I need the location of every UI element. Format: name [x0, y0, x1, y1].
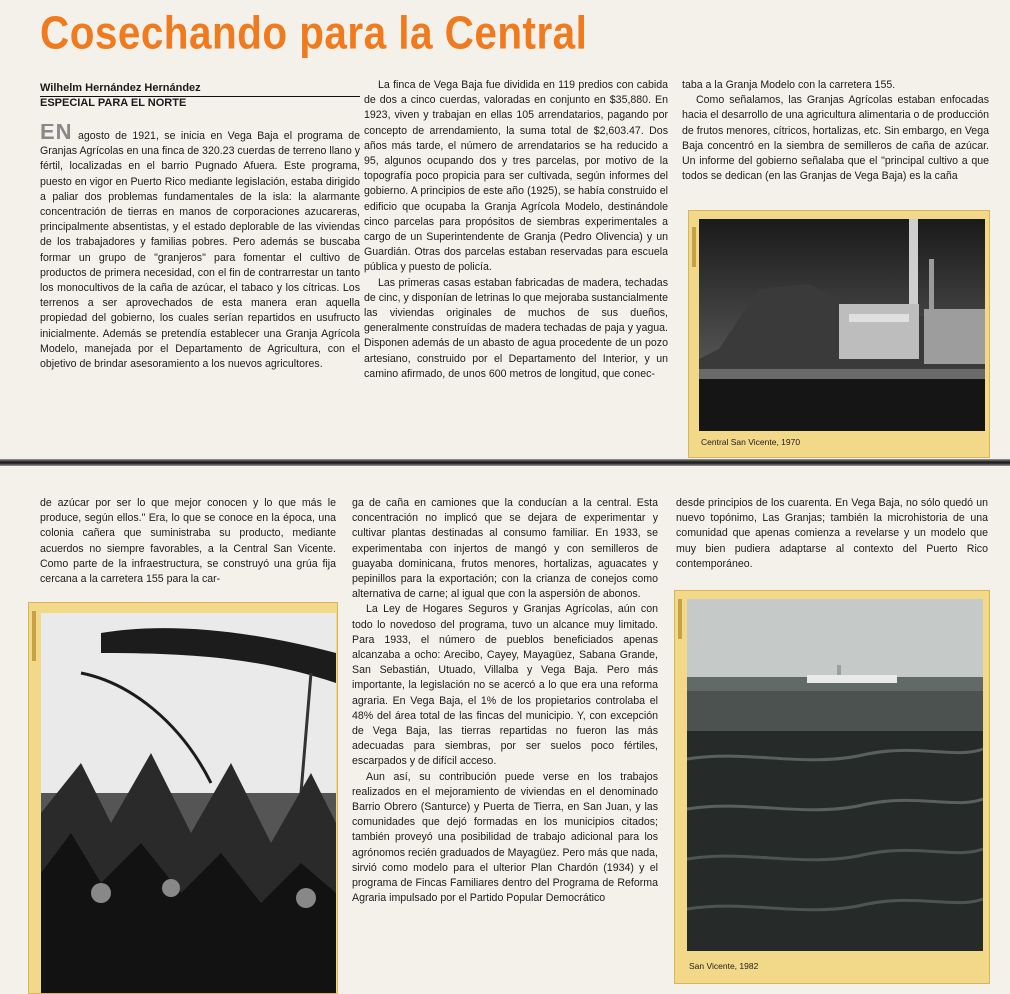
- photo-credit-strip: [678, 599, 682, 639]
- photo-credit-strip: [32, 611, 36, 661]
- article-paragraph: Aun así, su contribución puede verse en los trabajos realizados en el mejoramiento de viviendas en el denominado Barrio Obrero (Santurce) y Puerta de Tierra, en San Juan, y las comunidades que dejó formadas en los municipios citados; también proveyó una posibilidad de trabajo adicional para los agrónomos recién graduados de Mayagüez. Pero más que nada, sirvió como modelo para el ulterior Plan Chardón (1934) y el programa de Fincas Familiares dentro del Programa de Reforma Agraria impulsado por el Partido Popular Democrático: [352, 770, 658, 905]
- article-paragraph: desde principios de los cuarenta. En Vega Baja, no sólo quedó un nuevo topónimo, Las Granjas; también la microhistoria de una comunidad que apenas comienza a revelarse y un modelo que muy bien pudiera adaptarse al contexto del Puerto Rico contemporáneo.: [676, 497, 988, 570]
- author-name: Wilhelm Hernández Hernández: [40, 82, 201, 94]
- photo-central-san-vicente: [688, 210, 990, 458]
- top-column-3: [682, 78, 989, 208]
- drop-cap: EN: [40, 124, 73, 144]
- headline: Cosechando para la Central: [40, 7, 588, 60]
- article-paragraph: Las primeras casas estaban fabricadas de madera, techadas de cinc, y disponían de letrinas lo que mejoraba sustancialmente las viviendas originales de muchos de sus dueños, generalmente construídas de madera techadas de paja y yagua. Disponen además de un abasto de agua procedente de un pozo artesiano, construido por el Departamento del Interior, y un camino afirmado, de unos 600 metros de longitud, que conec-: [364, 276, 668, 380]
- factory-image: [699, 219, 985, 431]
- article-paragraph: La finca de Vega Baja fue dividida en 119 predios con cabida de dos a cinco cuerdas, valoradas en conjunto en $35,880. En 1923, viven y trabajan en ellas 105 arrendatarios, pagando por concepto de arrendamiento, la suma total de $2,603.47. Dos años más tarde, el número de arrendatarios se ha reducido a 95, algunos ocupando dos y tres parcelas, por motivo de la topografía poco propicia para ser cultivada, según informes del gobierno. A principios de este año (1925), se había construido el edificio que ocupaba la Granja Agrícola Modelo, destinándole cinco parcelas para propósitos de siembras experimentales a cargo de un Superintendente de Granja (Pedro Olivencia) y un Guardián. Otras dos parcelas estaban reservadas para escuela pública y puesto de policía.: [364, 79, 668, 274]
- photo-credit-strip: [692, 227, 696, 267]
- section-label: ESPECIAL PARA EL NORTE: [40, 97, 187, 109]
- article-paragraph: taba a la Granja Modelo con la carretera 155.: [682, 79, 896, 91]
- bottom-column-2: [352, 496, 658, 988]
- bottom-column-1: [40, 496, 336, 590]
- article-paragraph: de azúcar por ser lo que mejor conocen y lo que más le produce, según ellos." Era, lo que se conoce en la época, una colonia cañera que suministraba su producto, mediante acuerdos no siempre favorables, a la Central San Vicente. Como parte de la infraestructura, se construyó una grúa fija cercana a la carretera 155 para la car-: [40, 497, 336, 586]
- photo-san-vicente-field: [674, 590, 990, 984]
- article-paragraph: ga de caña en camiones que la conducían a la central. Esta concentración no implicó que se dejara de experimentar y cultivar plantas destinadas al consumo familiar. En 1933, se experimentaba con injertos de mangó y con semilleros de guayaba dominicana, frutos menores, hortalizas, aguacates y pepinillos para la exportación; con la crianza de conejos como alternativa de carne; al igual que con la aspersión de abonos.: [352, 497, 658, 601]
- top-column-2: [364, 78, 668, 458]
- article-paragraph: agosto de 1921, se inicia en Vega Baja el programa de Granjas Agrícolas en una finca de 320.23 cuerdas de terreno llano y fértil, localizadas en el barrio Pugnado Afuera. Este programa, puesto en vigor en Puerto Rico mediante legislación, estaba dirigido a paliar dos problemas fundamentales de la isla: la alarmante concentración de tierras en manos de corporaciones azucareras, principalmente absentistas, y el estado deplorable de las viviendas de los trabajadores y familias pobres. Pero además se buscaba formar un grupo de "granjeros" para fomentar el cultivo de productos de primera necesidad, con el fin de contrarrestar un tanto los monocultivos de la caña de azúcar, el tabaco y los cítricas. Los terrenos a ser aprovechados de esta manera eran aquella propiedad del gobierno, los cuales serían repartidos en usufructo inicialmente. Además se pretendía establecer una Granja Agrícola Modelo, manejada por el Departamento de Agricultura, con el objetivo de brindar asesoramiento a los nuevos agricultores.: [40, 130, 360, 371]
- bottom-column-3: [676, 496, 988, 580]
- photo-cane-harvest: [28, 602, 338, 994]
- byline: [40, 82, 360, 110]
- cane-field-image: [41, 613, 336, 993]
- photo-caption: San Vicente, 1982: [689, 961, 759, 971]
- section-divider: [0, 459, 1010, 466]
- photo-caption: Central San Vicente, 1970: [701, 437, 801, 447]
- article-paragraph: La Ley de Hogares Seguros y Granjas Agrícolas, aún con todo lo novedoso del programa, tuvo un alcance muy limitado. Para 1933, el número de pueblos beneficiados apenas alcanzaba a ocho: Arecibo, Cayey, Mayagüez, Sabana Grande, San Sebastián, Utuado, Villalba y Vega Baja. Pero más importante, la legislación no se acercó a lo que era una reforma agraria. En Vega Baja, el 1% de los propietarios controlaba el 48% del área total de las fincas del municipio. Y, con excepción de Vega Baja, las tierras repartidas no fueron las más adecuadas para siembras, por ser suelos poco fértiles, escarpados y de difícil acceso.: [352, 603, 658, 768]
- article-paragraph: Como señalamos, las Granjas Agrícolas estaban enfocadas hacia el desarrollo de una agricultura alimentaria o de producción de frutos menores, cítricos, hortalizas, etc. Sin embargo, en Vega Baja concentró en la siembra de semilleros de caña de azúcar. Un informe del gobierno señalaba que el "principal cultivo a que todos se dedican (en las Granjas de Vega Baja) es la caña: [682, 94, 989, 183]
- top-column-1: [40, 124, 360, 459]
- field-image: [687, 599, 983, 951]
